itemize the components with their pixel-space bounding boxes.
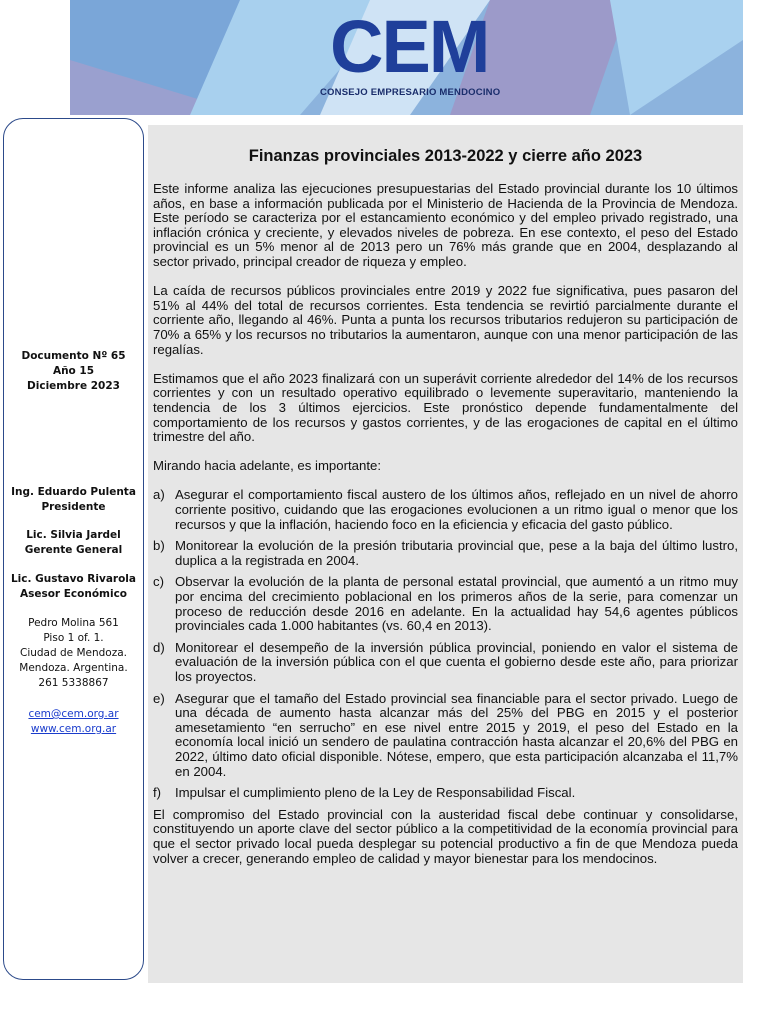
- person-role: Asesor Económico: [19, 588, 128, 600]
- contact-links: [4, 707, 143, 737]
- list-marker: a): [153, 487, 165, 503]
- document-number: Documento Nº 65: [21, 350, 126, 362]
- person-name: Lic. Silvia Jardel: [26, 529, 121, 541]
- page-title: Finanzas provinciales 2013-2022 y cierre año 2023: [248, 147, 643, 165]
- list-text: Monitorear la evolución de la presión tributaria provincial que, pese a la baja del último lustro, duplica a la registrada en 2004.: [175, 538, 738, 568]
- list-text: Impulsar el cumplimiento pleno de la Ley de Responsabilidad Fiscal.: [175, 785, 576, 801]
- list-text: Monitorear el desempeño de la inversión pública provincial, poniendo en valor el sistema de evaluación de la inversión pública con el que cuenta el gobierno desde este año, para priorizar los proyectos.: [175, 639, 738, 684]
- person-name: Lic. Gustavo Rivarola: [10, 573, 136, 585]
- person-2: [4, 528, 143, 558]
- paragraph: Este informe analiza las ejecuciones presupuestarias del Estado provincial durante los 10 últimos años, en base a información publicada por el Ministerio de Hacienda de la Provincia de Mendoza. Este período se caracteriza por el estancamiento económico y del empleo privado registrado, una inflación crónica y creciente, y elevados niveles de pobreza. En ese contexto, el peso del Estado provincial es un 5% menor al de 2013 pero un 76% más grande que en 2004, desplazando al sector privado, principal creador de riqueza y empleo.: [153, 181, 738, 269]
- logo-subtitle: CONSEJO EMPRESARIO MENDOCINO: [320, 87, 501, 98]
- phone: 261 5338867: [38, 677, 109, 689]
- logo-text: CEM: [330, 5, 489, 88]
- list-marker: b): [153, 538, 165, 554]
- person-1: [4, 485, 143, 515]
- person-name: Ing. Eduardo Pulenta: [11, 486, 136, 498]
- main-content: [148, 125, 743, 983]
- list-marker: d): [153, 639, 165, 655]
- report-body: [153, 182, 738, 881]
- list-item: [153, 575, 738, 633]
- list-item: [153, 786, 738, 801]
- list-text: Asegurar que el tamaño del Estado provincial sea financiable para el sector privado. Luego de una década de aumento hasta alcanzar más del 25% del PBG en 2015 y el posterior amesetamiento “en serrucho” en ese nivel entre 2015 y 2019, el peso del Estado en la economía local inició un sendero de paulatina contracción hasta alcanzar el 20,6% del PBG en 2022, último dato oficial disponible. Nótese, empero, que esta participación alcanzaba el 11,7% en 2004.: [175, 690, 738, 779]
- list-text: Asegurar el comportamiento fiscal austero de los últimos años, reflejado en un nivel de ahorro corriente positivo, cuidando que las erogaciones evolucionen a un ritmo igual o menor que los recursos y que la inflación, haciendo foco en la eficiencia y eficacia del gasto público.: [175, 487, 738, 532]
- address-line: Ciudad de Mendoza.: [19, 647, 127, 659]
- sidebar: [3, 118, 144, 980]
- address: [4, 616, 143, 691]
- address-line: Pedro Molina 561: [28, 617, 119, 629]
- paragraph: Estimamos que el año 2023 finalizará con un superávit corriente alrededor del 14% de los recursos corrientes y con un resultado operativo equilibrado o levemente superavitario, manteniendo la tendencia de los 3 últimos ejercicios. Este pronóstico depende fundamentalmente del comportamiento de los recursos y gastos corrientes, y de las erogaciones de capital en el último trimestre del año.: [153, 370, 738, 445]
- list-marker: c): [153, 574, 164, 590]
- cem-logo: [70, 0, 743, 115]
- person-3: [4, 572, 143, 602]
- list-item: [153, 692, 738, 780]
- paragraph: Mirando hacia adelante, es importante:: [153, 458, 381, 474]
- list-text: Observar la evolución de la planta de personal estatal provincial, que aumentó a un ritmo muy por encima del crecimiento poblacional en los primeros años de la serie, para comenzar un proceso de reducción desde 2016 en adelante. En la actualidad hay 54,6 agentes públicos provinciales cada 1.000 habitantes (vs. 60,4 en 2013).: [175, 574, 738, 634]
- document-info: [4, 349, 143, 394]
- website-link[interactable]: www.cem.org.ar: [30, 723, 117, 735]
- list-item: [153, 539, 738, 568]
- list-item: [153, 488, 738, 532]
- person-role: Presidente: [41, 501, 106, 513]
- list-marker: f): [153, 785, 162, 801]
- person-role: Gerente General: [24, 544, 123, 556]
- address-line: Piso 1 of. 1.: [43, 632, 104, 644]
- header-banner: [70, 0, 743, 115]
- document-date: Diciembre 2023: [27, 380, 120, 392]
- list-item: [153, 641, 738, 685]
- email-link[interactable]: cem@cem.org.ar: [28, 708, 119, 720]
- document-year: Año 15: [52, 365, 95, 377]
- address-line: Mendoza. Argentina.: [19, 662, 128, 674]
- paragraph: La caída de recursos públicos provinciales entre 2019 y 2022 fue significativa, pues pasaron del 51% al 44% del total de recursos corrientes. Esta tendencia se revirtió parcialmente durante el corriente año, llegando al 46%. Punta a punta los recursos tributarios redujeron su participación de 70% a 65% y los recursos no tributarios la aumentaron, aunque con una menor participación de las regalías.: [153, 283, 738, 357]
- closing-paragraph: El compromiso del Estado provincial con la austeridad fiscal debe continuar y consolidarse, constituyendo un aporte clave del sector público a la competitividad de la economía provincial para que el sector privado local pueda desplegar su potencial productivo a fin de que Mendoza pueda volver a crecer, generando empleo de calidad y mayor bienestar para los mendocinos.: [153, 806, 738, 866]
- list-marker: e): [153, 690, 165, 706]
- recommendations-list: [153, 488, 738, 800]
